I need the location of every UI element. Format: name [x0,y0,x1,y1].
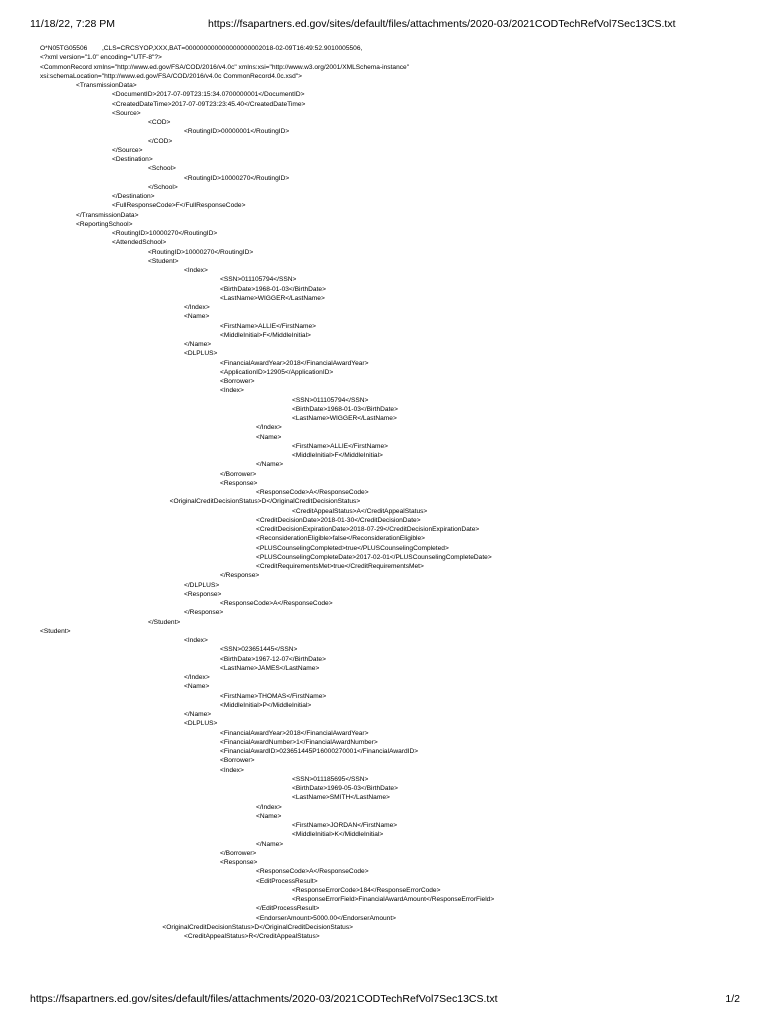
document-line: </DLPLUS> [184,581,220,589]
document-line: <ResponseCode>A</ResponseCode> [220,600,333,607]
document-line: <CreditDecisionDate>2018-01-30</CreditDecisionDate> [256,516,421,524]
document-line: <CreditAppealStatus>A</CreditAppealStatus> [292,507,428,515]
document-line: <FinancialAwardNumber>1</FinancialAwardNumber> [220,738,378,746]
document-line: <COD> [148,119,171,126]
document-line: <BirthDate>1967-12-07</BirthDate> [220,655,326,663]
document-line: <Response> [220,479,258,487]
document-line: <BirthDate>1968-01-03</BirthDate> [292,405,398,413]
document-line: </Index> [184,674,210,681]
document-line: xsi:schemaLocation="http://www.ed.gov/FSA/COD/2016/v4.0c CommonRecord4.0c.xsd"> [40,72,302,80]
document-line: <CreditAppealStatus>R</CreditAppealStatus> [184,933,320,940]
document-line: <TransmissionData> [76,82,137,89]
document-line: </Borrower> [220,470,257,478]
document-line: <RoutingID>10000270</RoutingID> [112,230,218,237]
document-line: </Name> [256,461,284,469]
document-line: <SSN>023651445</SSN> [220,646,298,654]
document-line: <SSN>011185695</SSN> [292,775,369,783]
document-line: </Borrower> [220,849,257,857]
document-line: </Index> [256,803,282,811]
document-line: <Response> [220,859,258,866]
document-line: <Response> [184,590,222,598]
document-line: <FinancialAwardYear>2018</FinancialAwardYear> [220,729,369,737]
document-line: <Destination> [112,156,153,163]
document-line: <Name> [256,433,282,441]
document-line: </TransmissionData> [76,211,139,219]
document-line: </Index> [184,304,210,311]
document-line: </Index> [256,424,282,432]
document-line: <FirstName>THOMAS</FirstName> [220,692,327,700]
document-line: <SSN>011105794</SSN> [292,396,369,404]
document-line: <CreditDecisionExpirationDate>2018-07-29</CreditDecisionExpirationDate> [256,526,480,533]
print-header-url: https://fsapartners.ed.gov/sites/default/files/attachments/2020-03/2021CODTechRefVol7Sec13CS.txt [208,18,676,30]
document-line: </Student> [148,618,181,626]
document-line: <School> [148,165,176,173]
document-line: <FirstName>JORDAN</FirstName> [292,822,398,829]
document-line: <RoutingID>10000270</RoutingID> [184,174,290,182]
document-line: <CommonRecord xmlns="http://www.ed.gov/FSA/COD/2016/v4.0c" xmlns:xsi="http://www.w3.org/2001/XMLSchema-instance" [40,63,410,71]
document-line: <MiddleInitial>P</MiddleInitial> [220,701,312,709]
document-line: <RoutingID>10000270</RoutingID> [148,248,254,256]
document-line: <SSN>011105794</SSN> [220,276,297,284]
document-line: <PLUSCounselingCompleteDate>2017-02-01</PLUSCounselingCompleteDate> [256,553,492,561]
document-line: <OriginalCreditDecisionStatus>D</OriginalCreditDecisionStatus> [162,923,353,931]
document-line: </Response> [220,572,260,580]
document-line: <CreatedDateTime>2017-07-09T23:23:45.40</CreatedDateTime> [112,100,306,108]
document-line: <Borrower> [220,378,255,385]
document-line: </Name> [184,711,212,718]
document-line: <ReportingSchool> [76,220,133,228]
document-line: <Index> [220,766,244,774]
document-line: <Name> [184,313,210,321]
document-line: <ResponseCode>A</ResponseCode> [256,868,369,876]
document-line: </Destination> [112,193,155,200]
document-line: <EndorserAmount>5000.00</EndorserAmount> [256,914,397,922]
document-line: <Student> [148,257,179,265]
document-line: <RoutingID>00000001</RoutingID> [184,128,290,136]
document-line: <FullResponseCode>F</FullResponseCode> [112,202,246,210]
document-line: O*N05TG05506 ,CLS=CRCSYOP,XXX,BAT=000000000000000000002018-02-09T16:49:52.9010005506, [40,45,363,52]
document-line: </Source> [112,146,143,154]
document-line: <BirthDate>1968-01-03</BirthDate> [220,285,326,293]
document-line: <LastName>WIGGER</LastName> [292,415,397,422]
document-line: <ReconsiderationEligible>false</ReconsiderationEligible> [256,535,425,543]
document-line: <Name> [256,812,282,820]
document-line: <MiddleInitial>K</MiddleInitial> [292,831,384,839]
document-line: <Index> [220,387,244,395]
document-line: <MiddleInitial>F</MiddleInitial> [220,331,311,339]
document-line: <AttendedSchool> [112,239,167,247]
document-line: <FinancialAwardID>023651445P16000270001</FinancialAwardID> [220,748,419,755]
document-line: </Name> [256,840,284,848]
document-line: <Name> [184,683,210,691]
document-line: <ResponseErrorCode>184</ResponseErrorCode> [292,886,441,894]
document-line: </Name> [184,341,212,348]
document-line: <DocumentID>2017-07-09T23:15:34.0700000001</DocumentID> [112,91,305,99]
document-line: <FinancialAwardYear>2018</FinancialAwardYear> [220,359,369,367]
print-datetime: 11/18/22, 7:28 PM [30,18,116,30]
document-line: <FirstName>ALLIE</FirstName> [292,442,389,450]
document-line: <MiddleInitial>F</MiddleInitial> [292,452,383,459]
document-line: </School> [148,183,178,191]
document-line: <Student> [40,627,71,635]
document-line: <ApplicationID>12905</ApplicationID> [220,368,334,376]
document-line: <Borrower> [220,757,255,765]
document-line: <DLPLUS> [184,720,218,728]
document-line: <LastName>JAMES</LastName> [220,664,320,672]
document-line: <Index> [184,267,208,274]
document-line: <Source> [112,109,141,117]
xml-document-text [40,44,740,984]
document-line: <ResponseErrorField>FinancialAwardAmount</ResponseErrorField> [292,896,495,903]
document-line: <PLUSCounselingCompleted>true</PLUSCounselingCompleted> [256,544,449,552]
document-line: <OriginalCreditDecisionStatus>D</OriginalCreditDecisionStatus> [169,498,361,506]
document-line: <DLPLUS> [184,350,218,358]
document-line: <BirthDate>1969-05-03</BirthDate> [292,785,398,792]
document-line: </COD> [148,137,173,145]
document-line: <Index> [184,637,208,644]
document-line: </Response> [184,609,224,617]
page-number: 1/2 [725,993,740,1005]
document-line: <?xml version="1.0" encoding="UTF-8"?> [40,54,162,62]
document-line: <LastName>SMITH</LastName> [292,794,390,802]
document-line: <EditProcessResult> [256,877,318,885]
document-line: <FirstName>ALLIE</FirstName> [220,322,317,330]
document-line: <CreditRequirementsMet>true</CreditRequirementsMet> [256,563,424,570]
document-line: </EditProcessResult> [256,905,320,913]
document-line: <LastName>WIGGER</LastName> [220,294,325,302]
print-footer-url: https://fsapartners.ed.gov/sites/default/files/attachments/2020-03/2021CODTechRefVol7Sec13CS.txt [30,993,498,1005]
document-line: <ResponseCode>A</ResponseCode> [256,489,369,496]
